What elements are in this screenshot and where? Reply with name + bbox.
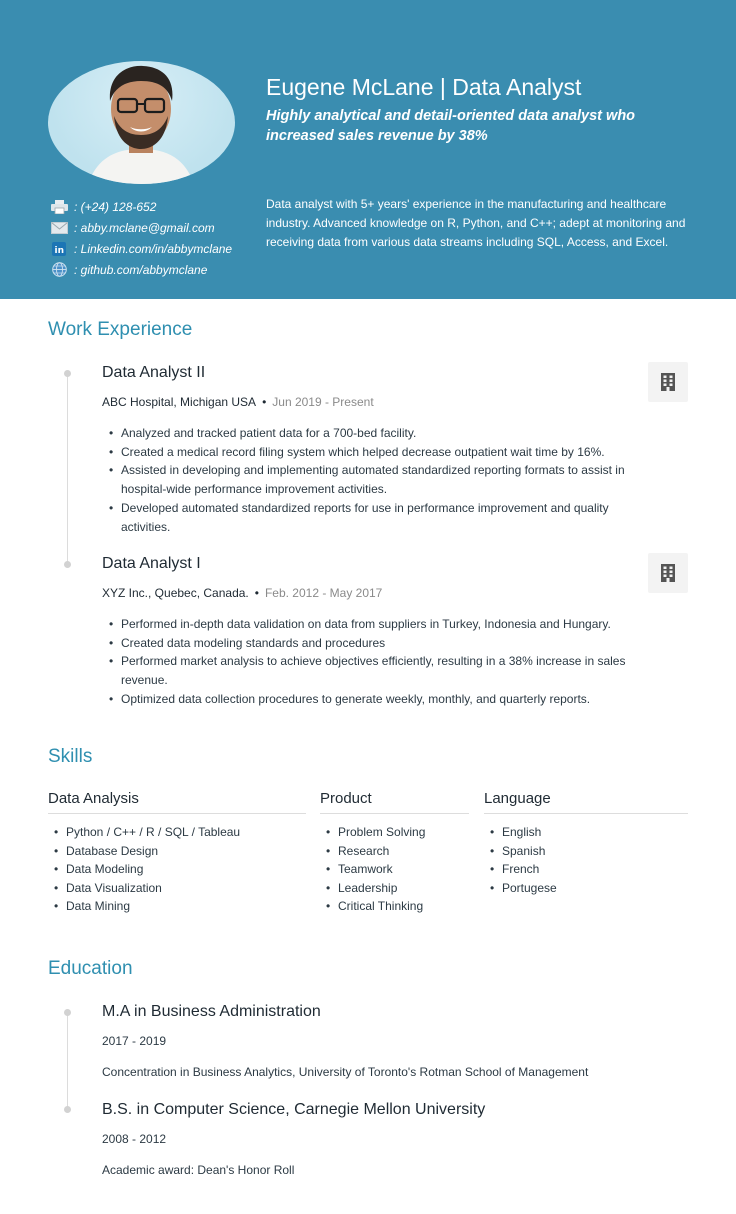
skill-column-heading: Product xyxy=(320,790,469,814)
list-item: • Portugese xyxy=(502,879,688,898)
list-item: • Teamwork xyxy=(338,860,469,879)
profile-summary: Data analyst with 5+ years' experience in the manufacturing and healthcare industry. Advanced knowledge on R, Python, and C++; adept at monitoring and receiving data from various data streams including SQL, Access, and Excel. xyxy=(266,197,686,249)
list-item: • Spanish xyxy=(502,842,688,861)
list-item: • Performed market analysis to achieve objectives efficiently, resulting in a 38% increase in sales revenue. xyxy=(121,652,641,689)
degree-title: B.S. in Computer Science, Carnegie Mellon University xyxy=(102,1101,486,1118)
contact-email xyxy=(50,217,232,238)
job-meta xyxy=(102,395,374,409)
job-meta xyxy=(102,586,382,600)
list-item: • Leadership xyxy=(338,879,469,898)
job-dates: Jun 2019 - Present xyxy=(272,395,374,409)
skill-column-heading: Data Analysis xyxy=(48,790,306,814)
job-company: ABC Hospital, Michigan USA xyxy=(102,395,257,409)
list-item: • Research xyxy=(338,842,469,861)
list-item: • Performed in-depth data validation on data from suppliers in Turkey, Indonesia and Hungary. xyxy=(121,615,641,634)
list-item: • English xyxy=(502,823,688,842)
timeline-dot xyxy=(64,370,71,377)
list-item: • Optimized data collection procedures to generate weekly, monthly, and quarterly reports. xyxy=(121,690,641,709)
degree-years: 2008 - 2012 xyxy=(102,1132,167,1146)
job-bullet-list xyxy=(121,424,641,536)
list-item: • Created a medical record filing system which helped decrease outpatient wait time by 16%. xyxy=(121,443,641,462)
meta-separator: • xyxy=(262,395,267,409)
contact-linkedin xyxy=(50,238,232,259)
tagline: Highly analytical and detail-oriented data analyst who increased sales revenue by 38% xyxy=(266,108,636,144)
timeline-dot xyxy=(64,561,71,568)
list-item: • French xyxy=(502,860,688,879)
contact-phone-text[interactable]: : (+24) 128-652 xyxy=(74,199,157,214)
contact-linkedin-text[interactable]: : Linkedin.com/in/abbymclane xyxy=(74,241,233,256)
list-item: • Data Visualization xyxy=(66,879,306,898)
list-item: • Problem Solving xyxy=(338,823,469,842)
degree-title: M.A in Business Administration xyxy=(102,1003,321,1020)
list-item: • Critical Thinking xyxy=(338,897,469,916)
skill-list xyxy=(502,823,688,897)
printer-icon xyxy=(50,200,68,214)
degree-description: Concentration in Business Analytics, University of Toronto's Rotman School of Management xyxy=(102,1065,589,1079)
education-timeline-line xyxy=(67,1013,68,1111)
header-banner xyxy=(0,0,736,299)
degree-years: 2017 - 2019 xyxy=(102,1034,167,1048)
skill-column-product xyxy=(320,790,469,916)
skill-list xyxy=(66,823,306,916)
skill-column-language xyxy=(484,790,688,897)
skills-heading: Skills xyxy=(48,746,93,767)
list-item: • Analyzed and tracked patient data for a 700-bed facility. xyxy=(121,424,641,443)
name-title: Eugene McLane | Data Analyst xyxy=(266,74,582,100)
list-item: • Data Modeling xyxy=(66,860,306,879)
skill-column-data-analysis xyxy=(48,790,306,916)
job-dates: Feb. 2012 - May 2017 xyxy=(264,586,383,600)
skill-column-heading: Language xyxy=(484,790,688,814)
list-item: • Developed automated standardized reports for use in performance improvement and quality activities. xyxy=(121,499,641,536)
education-heading: Education xyxy=(48,958,133,979)
list-item: • Python / C++ / R / SQL / Tableau xyxy=(66,823,306,842)
timeline-dot xyxy=(64,1106,71,1113)
timeline-dot xyxy=(64,1009,71,1016)
svg-text:in: in xyxy=(54,245,64,256)
list-item: • Created data modeling standards and procedures xyxy=(121,634,641,653)
work-timeline-line xyxy=(67,374,68,566)
list-item: • Data Mining xyxy=(66,897,306,916)
globe-icon xyxy=(50,263,68,277)
contact-website-text[interactable]: : github.com/abbymclane xyxy=(74,262,208,277)
skill-list xyxy=(338,823,469,916)
linkedin-icon xyxy=(50,242,68,256)
contact-list xyxy=(50,196,232,280)
work-experience-heading: Work Experience xyxy=(48,319,193,340)
job-bullet-list xyxy=(121,615,641,709)
contact-email-text[interactable]: : abby.mclane@gmail.com xyxy=(74,220,215,235)
building-icon xyxy=(648,553,688,593)
envelope-icon xyxy=(50,221,68,235)
job-company: XYZ Inc., Quebec, Canada. xyxy=(102,586,249,600)
building-icon xyxy=(648,362,688,402)
list-item: • Assisted in developing and implementing automated standardized reporting formats to assist in hospital-wide performance improvement activities. xyxy=(121,461,641,498)
profile-photo xyxy=(48,61,235,184)
meta-separator: • xyxy=(254,586,259,600)
contact-phone xyxy=(50,196,232,217)
job-title: Data Analyst II xyxy=(102,364,206,381)
contact-website xyxy=(50,259,232,280)
degree-description: Academic award: Dean's Honor Roll xyxy=(102,1163,295,1177)
list-item: • Database Design xyxy=(66,842,306,861)
job-title: Data Analyst I xyxy=(102,555,201,572)
